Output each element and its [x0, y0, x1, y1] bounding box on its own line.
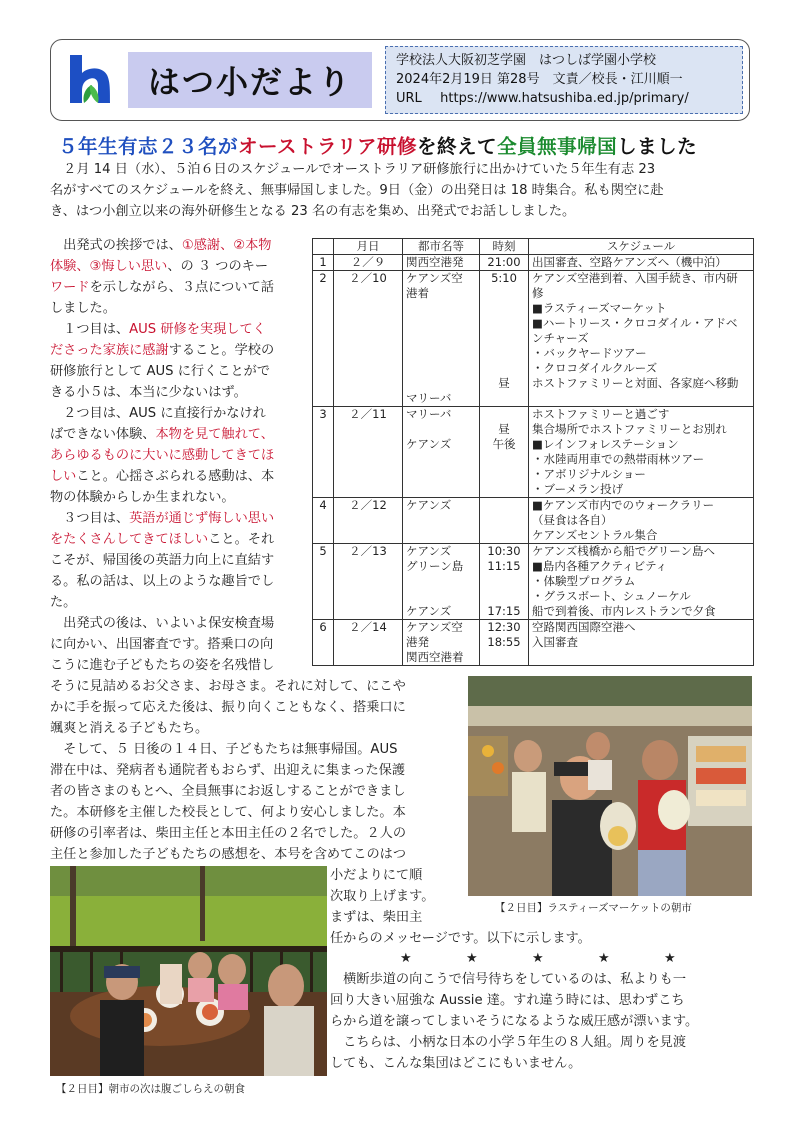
- cell-line: [483, 391, 525, 406]
- text-segment: た。: [50, 595, 77, 610]
- table-cell: 4: [313, 498, 334, 544]
- cell-line: ホストファミリーと過ごす: [532, 407, 670, 421]
- star-icon: ★: [532, 951, 544, 966]
- text-line: [50, 655, 310, 676]
- table-cell: [403, 620, 480, 666]
- url-link[interactable]: https://www.hatsushiba.ed.jp/primary/: [440, 91, 689, 106]
- schedule-table: [312, 238, 754, 666]
- breakfast-photo: [50, 866, 327, 1076]
- cell-line: 11:15: [487, 559, 521, 573]
- cell-line: [406, 376, 476, 391]
- text-segment: 、の ３ つのキー: [167, 259, 269, 274]
- text-line: [50, 277, 310, 298]
- text-segment: こうに進む子どもたちの姿を名残惜し: [50, 658, 275, 673]
- cell-line: 出国審査、空路ケアンズへ（機中泊）: [532, 255, 727, 269]
- cell-line: [406, 422, 476, 437]
- text-segment: きる小５は、本当に少ないはず。: [50, 385, 247, 400]
- cell-line: ケアンズセントラル集合: [532, 528, 658, 542]
- table-header-cell: 都市名等: [403, 239, 480, 255]
- text-segment: 物の体験からしか生まれない。: [50, 490, 235, 505]
- table-cell: [480, 620, 529, 666]
- cell-line: 港着: [406, 286, 429, 300]
- headline-part-2: オーストラリア研修: [238, 135, 418, 158]
- cell-line: [483, 452, 525, 467]
- emphasis-text: 本物を見て触れて、: [155, 427, 274, 442]
- cell-line: ・グラスボート、シュノーケル: [532, 589, 691, 603]
- cell-line: ケアンズ: [406, 544, 452, 558]
- intro-paragraph: [50, 159, 760, 222]
- headline-part-1: ５年生有志２３名が: [58, 135, 239, 158]
- cell-line: ケアンズ空: [406, 271, 463, 285]
- cell-line: [406, 589, 476, 604]
- cell-line: ・ブーメラン投げ: [532, 482, 624, 496]
- table-row: [313, 544, 754, 620]
- cell-line: ■ハートリース・クロコダイル・アドベ: [532, 316, 738, 330]
- cell-line: ンチャーズ: [532, 331, 589, 345]
- text-line: こちらは、小柄な日本の小学５年生の８人組。周りを見渡: [330, 1035, 687, 1050]
- table-cell: [480, 544, 529, 620]
- table-header-row: [313, 239, 754, 255]
- cell-line: ・アボリジナルショー: [532, 467, 646, 481]
- text-line: [50, 361, 310, 382]
- headline-part-5: しました: [617, 135, 698, 158]
- text-line: [50, 487, 310, 508]
- cell-line: 午後: [492, 437, 516, 451]
- table-cell: ２／14: [334, 620, 403, 666]
- cell-line: [483, 482, 525, 497]
- text-line: 主任と参加した子どもたちの感想を、本号を含めてこのはつ: [50, 847, 407, 862]
- table-cell: [480, 271, 529, 407]
- cell-line: ■ラスティーズマーケット: [532, 301, 667, 315]
- table-cell: ２／13: [334, 544, 403, 620]
- table-header-cell: 月日: [334, 239, 403, 255]
- table-cell: [480, 407, 529, 498]
- text-line: 任からのメッセージです。以下に示します。: [330, 931, 591, 946]
- table-cell: 5: [313, 544, 334, 620]
- headline-part-4: 全員無事帰国: [497, 135, 618, 158]
- text-line: [50, 592, 310, 613]
- issue-line: 2024年2月19日 第28号 文責／校長・江川順一: [396, 72, 683, 87]
- cell-line: [406, 331, 476, 346]
- table-cell: [480, 498, 529, 544]
- text-line: [50, 319, 310, 340]
- cell-line: ・クロコダイルクルーズ: [532, 361, 658, 375]
- text-line: そして、５ 日後の１４日、子どもたちは無事帰国。AUS: [50, 742, 398, 757]
- cell-line: 21:00: [487, 255, 521, 269]
- star-icon: ★: [400, 951, 412, 966]
- headline-part-3: を終えて: [417, 135, 498, 158]
- table-cell: 3: [313, 407, 334, 498]
- cell-line: [406, 316, 476, 331]
- cell-line: 集合場所でホストファミリーとお別れ: [532, 422, 727, 436]
- newsletter-title-band: [128, 52, 372, 108]
- table-cell: ２／９: [334, 255, 403, 271]
- cell-line: ・体験型プログラム: [532, 574, 636, 588]
- text-segment: 出発式の後は、いよいよ保安検査場: [50, 616, 275, 631]
- cell-line: マリーバ: [406, 391, 452, 405]
- text-line: らから道を譲ってしまいそうになるような威圧感が漂います。: [330, 1014, 699, 1029]
- text-line: た。本研修を主催した校長として、何より安心しました。本: [50, 805, 406, 820]
- cell-line: 船で到着後、市内レストランで夕食: [532, 604, 716, 618]
- cell-line: 5:10: [491, 271, 517, 285]
- cell-line: [406, 482, 476, 497]
- cell-line: [406, 452, 476, 467]
- url-line: [396, 89, 732, 108]
- cell-line: [483, 528, 525, 543]
- cell-line: 17:15: [487, 604, 521, 618]
- cell-line: ホストファミリーと対面、各家庭へ移動: [532, 376, 739, 390]
- cell-line: 10:30: [487, 544, 521, 558]
- text-line: [50, 571, 310, 592]
- cell-line: [406, 528, 476, 543]
- cell-line: 昼: [498, 376, 510, 390]
- table-cell: [529, 620, 754, 666]
- cell-line: ケアンズ空: [406, 620, 463, 634]
- table-cell: ２／10: [334, 271, 403, 407]
- text-line: 研修の引率者は、柴田主任と本田主任の２名でした。２人の: [50, 826, 407, 841]
- table-cell: [403, 255, 480, 271]
- cell-line: ・水陸両用車での熱帯雨林ツアー: [532, 452, 705, 466]
- cell-line: [406, 361, 476, 376]
- cell-line: 12:30: [487, 620, 521, 634]
- cell-line: 関西空港発: [406, 255, 464, 269]
- table-row: [313, 498, 754, 544]
- cell-line: [483, 331, 525, 346]
- text-segment: ３つ目は、: [50, 511, 130, 526]
- text-segment: １つ目は、: [50, 322, 130, 337]
- table-header-cell: [313, 239, 334, 255]
- table-cell: 6: [313, 620, 334, 666]
- cell-line: [483, 361, 525, 376]
- intro-line: ２月 14 日（水）、５泊６日のスケジュールでオーストラリア研修旅行に出かけていた５年生有志 23: [50, 162, 656, 177]
- text-line: [50, 550, 310, 571]
- cell-line: ・バックヤードツアー: [532, 346, 647, 360]
- table-cell: ２／11: [334, 407, 403, 498]
- text-segment: こと。心揺さぶられる感動は、本: [76, 469, 275, 484]
- text-line: 滞在中は、発病者も通院者もおらず、出迎えに集まった保護: [50, 763, 406, 778]
- cell-line: マリーバ: [406, 407, 452, 421]
- cell-line: [406, 513, 476, 528]
- text-segment: に向かい、出国審査です。搭乗口の向: [50, 637, 274, 652]
- emphasis-text: をたくさんしてきてほしい: [50, 532, 209, 547]
- cell-line: ケアンズ桟橋から船でグリーン島へ: [532, 544, 715, 558]
- table-cell: [403, 407, 480, 498]
- cell-line: [406, 346, 476, 361]
- cell-line: [483, 574, 525, 589]
- bottom-paragraph: [330, 969, 760, 1074]
- text-segment: すること。学校の: [168, 343, 275, 358]
- text-line: かに手を振って応えた後は、振り向くこともなく、搭乗口に: [50, 700, 406, 715]
- emphasis-text: ①感謝、②本物: [181, 238, 272, 253]
- table-row: [313, 407, 754, 498]
- text-segment: を示しながら、３点について話: [89, 280, 274, 295]
- cell-line: [406, 574, 476, 589]
- cell-line: [483, 498, 525, 513]
- text-segment: こそが、帰国後の英語力向上に直結す: [50, 553, 275, 568]
- cell-line: [483, 301, 525, 316]
- market-caption: 【２日目】ラスティーズマーケットの朝市: [495, 902, 692, 914]
- newsletter-title: はつ小だより: [147, 63, 352, 101]
- school-name: 学校法人大阪初芝学園 はつしば学園小学校: [396, 53, 657, 68]
- text-line: [50, 466, 310, 487]
- cell-line: 昼: [498, 422, 510, 436]
- cell-line: 関西空港着: [406, 650, 464, 664]
- text-line: 小だよりにて順: [330, 868, 423, 883]
- cell-line: 修: [532, 286, 544, 300]
- emphasis-text: 英語が通じず悔しい思い: [129, 511, 275, 526]
- issue-info-box: [385, 46, 743, 114]
- star-icon: ★: [664, 951, 676, 966]
- text-line: そうに見詰めるお父さま、お母さま。それに対して、にこや: [50, 679, 406, 694]
- table-cell: [403, 544, 480, 620]
- cell-line: ■ケアンズ市内でのウォークラリー: [532, 498, 715, 512]
- text-line: [50, 298, 310, 319]
- cell-line: 港発: [406, 635, 429, 649]
- breakfast-caption: 【２日目】朝市の次は腹ごしらえの朝食: [56, 1083, 245, 1095]
- star-icon: ★: [466, 951, 478, 966]
- text-line: 回り大きい屈強な Aussie 達。すれ違う時には、思わずこち: [330, 993, 685, 1008]
- table-row: [313, 255, 754, 271]
- cell-line: [406, 301, 476, 316]
- school-logo-icon: [62, 51, 118, 107]
- left-column-text: [50, 235, 310, 676]
- table-cell: [529, 271, 754, 407]
- text-line: まずは、柴田主: [330, 910, 423, 925]
- cell-line: [483, 286, 525, 301]
- table-cell: [403, 271, 480, 407]
- text-line: [50, 445, 310, 466]
- cell-line: ケアンズ: [406, 604, 452, 618]
- cell-line: （昼食は各自）: [532, 513, 613, 527]
- text-segment: ばできない体験、: [50, 427, 156, 442]
- cell-line: 入国審査: [532, 635, 578, 649]
- table-cell: [403, 498, 480, 544]
- table-cell: 2: [313, 271, 334, 407]
- table-header-cell: 時刻: [480, 239, 529, 255]
- cell-line: [483, 513, 525, 528]
- text-line: しても、こんな集団はどこにもいません。: [330, 1056, 582, 1071]
- mid-paragraph: [330, 865, 480, 928]
- table-cell: ２／12: [334, 498, 403, 544]
- cell-line: [406, 467, 476, 482]
- text-segment: 研修旅行として AUS に行くことがで: [50, 364, 271, 379]
- emphasis-text: 体験、③悔しい思い: [50, 259, 168, 274]
- text-line: [50, 508, 310, 529]
- cell-line: 空路関西国際空港へ: [532, 620, 636, 634]
- table-cell: 1: [313, 255, 334, 271]
- cell-line: [483, 407, 525, 422]
- text-line: [50, 634, 310, 655]
- text-segment: る。私の話は、以上のような趣旨でし: [50, 574, 275, 589]
- cell-line: ケアンズ: [406, 498, 452, 512]
- table-cell: [529, 498, 754, 544]
- emphasis-text: あらゆるものに大いに感動してきてほ: [50, 448, 275, 463]
- cell-line: [483, 589, 525, 604]
- cell-line: ケアンズ空港到着、入国手続き、市内研: [532, 271, 738, 285]
- emphasis-text: しい: [50, 469, 77, 484]
- text-line: [50, 235, 310, 256]
- headline: [58, 131, 697, 159]
- cell-line: [532, 391, 750, 406]
- cell-line: ■レインフォレステーション: [532, 437, 679, 451]
- text-line: 横断歩道の向こうで信号待ちをしているのは、私よりも一: [330, 972, 687, 987]
- market-photo: [468, 676, 752, 896]
- text-line: [50, 613, 310, 634]
- text-line: [50, 529, 310, 550]
- cell-line: グリーン島: [406, 559, 464, 573]
- text-line: 者の皆さまのもとへ、全員無事にお返しすることができまし: [50, 784, 406, 799]
- table-cell: [480, 255, 529, 271]
- cell-line: 18:55: [487, 635, 521, 649]
- intro-line: き、はつ小創立以来の海外研修生となる 23 名の有志を集め、出発式でお話ししました。: [50, 204, 576, 219]
- emphasis-text: ワード: [50, 280, 90, 295]
- text-line: [50, 256, 310, 277]
- text-segment: しました。: [50, 301, 116, 316]
- cell-line: ケアンズ: [406, 437, 452, 451]
- cell-line: [483, 467, 525, 482]
- text-segment: こと。それ: [208, 532, 275, 547]
- text-line: [50, 424, 310, 445]
- wide-paragraph: [50, 676, 470, 865]
- table-header-cell: スケジュール: [529, 239, 754, 255]
- table-row: [313, 620, 754, 666]
- intro-line: 名がすべてのスケジュールを終え、無事帰国しました。9日（金）の出発日は 18 時集合。私も関空に赴: [50, 183, 664, 198]
- text-line: 颯爽と消える子どもたち。: [50, 721, 209, 736]
- cell-line: [483, 316, 525, 331]
- url-label: URL: [396, 91, 422, 106]
- cell-line: [483, 346, 525, 361]
- table-cell: [529, 544, 754, 620]
- emphasis-text: AUS 研修を実現してく: [129, 322, 266, 337]
- cell-line: ■島内各種アクティビティ: [532, 559, 668, 573]
- text-segment: 出発式の挨拶では、: [50, 238, 182, 253]
- table-cell: [529, 255, 754, 271]
- text-line: [50, 382, 310, 403]
- emphasis-text: ださった家族に感謝: [50, 343, 169, 358]
- text-line: [50, 340, 310, 361]
- star-icon: ★: [598, 951, 610, 966]
- star-divider: [400, 951, 730, 966]
- table-cell: [529, 407, 754, 498]
- text-line: 次取り上げます。: [330, 889, 435, 904]
- text-segment: ２つ目は、AUS に直接行かなけれ: [50, 406, 266, 421]
- cell-line: [532, 650, 750, 665]
- table-row: [313, 271, 754, 407]
- text-line: [50, 403, 310, 424]
- cell-line: [483, 650, 525, 665]
